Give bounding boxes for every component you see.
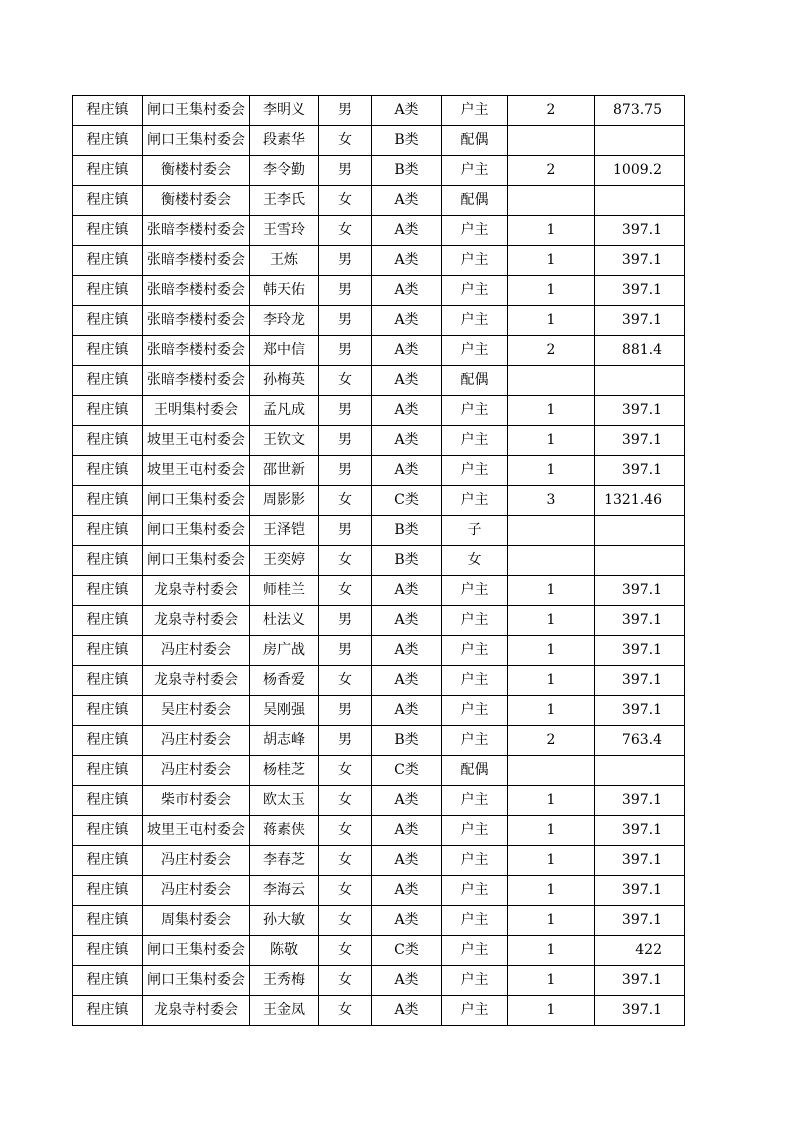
relation-cell: 配偶 <box>442 366 508 396</box>
relation-cell: 户主 <box>442 426 508 456</box>
amount-cell: 422 <box>595 936 685 966</box>
household-size-cell: 1 <box>508 636 595 666</box>
name-cell: 王秀梅 <box>250 966 319 996</box>
table-row <box>73 186 685 216</box>
village-cell: 闸口王集村委会 <box>143 936 250 966</box>
table-row <box>73 96 685 126</box>
relation-cell: 配偶 <box>442 186 508 216</box>
name-cell: 周影影 <box>250 486 319 516</box>
amount-cell: 397.1 <box>595 666 685 696</box>
name-cell: 吴刚强 <box>250 696 319 726</box>
town-cell: 程庄镇 <box>73 486 143 516</box>
category-cell: A类 <box>372 426 442 456</box>
gender-cell: 女 <box>319 936 372 966</box>
category-cell: A类 <box>372 786 442 816</box>
household-size-cell: 1 <box>508 846 595 876</box>
village-cell: 龙泉寺村委会 <box>143 666 250 696</box>
relation-cell: 户主 <box>442 816 508 846</box>
category-cell: A类 <box>372 276 442 306</box>
gender-cell: 女 <box>319 996 372 1026</box>
category-cell: A类 <box>372 636 442 666</box>
relation-cell: 户主 <box>442 786 508 816</box>
town-cell: 程庄镇 <box>73 996 143 1026</box>
household-size-cell: 1 <box>508 426 595 456</box>
table-row <box>73 756 685 786</box>
relation-cell: 女 <box>442 546 508 576</box>
category-cell: A类 <box>372 846 442 876</box>
amount-cell: 397.1 <box>595 636 685 666</box>
name-cell: 王奕婷 <box>250 546 319 576</box>
town-cell: 程庄镇 <box>73 246 143 276</box>
category-cell: A类 <box>372 456 442 486</box>
table-row <box>73 876 685 906</box>
category-cell: C类 <box>372 756 442 786</box>
gender-cell: 女 <box>319 216 372 246</box>
household-size-cell: 1 <box>508 996 595 1026</box>
town-cell: 程庄镇 <box>73 906 143 936</box>
household-size-cell <box>508 546 595 576</box>
household-size-cell: 2 <box>508 726 595 756</box>
town-cell: 程庄镇 <box>73 336 143 366</box>
amount-cell: 397.1 <box>595 966 685 996</box>
gender-cell: 女 <box>319 126 372 156</box>
name-cell: 房广战 <box>250 636 319 666</box>
gender-cell: 女 <box>319 756 372 786</box>
amount-cell: 397.1 <box>595 396 685 426</box>
category-cell: A类 <box>372 216 442 246</box>
name-cell: 杨桂芝 <box>250 756 319 786</box>
table-row <box>73 216 685 246</box>
household-size-cell: 2 <box>508 156 595 186</box>
name-cell: 孙大敏 <box>250 906 319 936</box>
table-row <box>73 816 685 846</box>
gender-cell: 女 <box>319 816 372 846</box>
table-row <box>73 996 685 1026</box>
name-cell: 段素华 <box>250 126 319 156</box>
category-cell: A类 <box>372 366 442 396</box>
gender-cell: 女 <box>319 486 372 516</box>
gender-cell: 男 <box>319 726 372 756</box>
gender-cell: 女 <box>319 546 372 576</box>
household-size-cell <box>508 756 595 786</box>
category-cell: A类 <box>372 306 442 336</box>
amount-cell: 397.1 <box>595 216 685 246</box>
household-size-cell <box>508 186 595 216</box>
village-cell: 闸口王集村委会 <box>143 516 250 546</box>
gender-cell: 男 <box>319 426 372 456</box>
village-cell: 冯庄村委会 <box>143 636 250 666</box>
table-row <box>73 966 685 996</box>
village-cell: 衡楼村委会 <box>143 186 250 216</box>
amount-cell: 397.1 <box>595 786 685 816</box>
village-cell: 龙泉寺村委会 <box>143 576 250 606</box>
village-cell: 周集村委会 <box>143 906 250 936</box>
name-cell: 王金凤 <box>250 996 319 1026</box>
relation-cell: 户主 <box>442 96 508 126</box>
category-cell: B类 <box>372 156 442 186</box>
household-size-cell <box>508 126 595 156</box>
amount-cell <box>595 366 685 396</box>
village-cell: 龙泉寺村委会 <box>143 606 250 636</box>
amount-cell <box>595 126 685 156</box>
household-size-cell: 1 <box>508 456 595 486</box>
table-body <box>73 96 685 1026</box>
amount-cell <box>595 546 685 576</box>
gender-cell: 男 <box>319 696 372 726</box>
household-size-cell: 2 <box>508 336 595 366</box>
relation-cell: 户主 <box>442 576 508 606</box>
amount-cell: 397.1 <box>595 876 685 906</box>
category-cell: A类 <box>372 186 442 216</box>
table-row <box>73 426 685 456</box>
relation-cell: 户主 <box>442 606 508 636</box>
category-cell: B类 <box>372 516 442 546</box>
category-cell: A类 <box>372 96 442 126</box>
name-cell: 王钦文 <box>250 426 319 456</box>
amount-cell: 397.1 <box>595 306 685 336</box>
category-cell: A类 <box>372 606 442 636</box>
village-cell: 张暗李楼村委会 <box>143 216 250 246</box>
table-row <box>73 486 685 516</box>
category-cell: B类 <box>372 546 442 576</box>
town-cell: 程庄镇 <box>73 96 143 126</box>
relation-cell: 户主 <box>442 276 508 306</box>
table-row <box>73 246 685 276</box>
table-row <box>73 126 685 156</box>
table-row <box>73 336 685 366</box>
amount-cell: 397.1 <box>595 906 685 936</box>
category-cell: A类 <box>372 906 442 936</box>
village-cell: 坡里王屯村委会 <box>143 456 250 486</box>
table-row <box>73 666 685 696</box>
amount-cell: 397.1 <box>595 696 685 726</box>
household-size-cell: 1 <box>508 216 595 246</box>
household-size-cell: 1 <box>508 276 595 306</box>
category-cell: B类 <box>372 726 442 756</box>
table-row <box>73 516 685 546</box>
household-size-cell: 1 <box>508 936 595 966</box>
village-cell: 张暗李楼村委会 <box>143 306 250 336</box>
table-row <box>73 576 685 606</box>
relation-cell: 户主 <box>442 726 508 756</box>
gender-cell: 女 <box>319 846 372 876</box>
village-cell: 王明集村委会 <box>143 396 250 426</box>
town-cell: 程庄镇 <box>73 216 143 246</box>
amount-cell: 881.4 <box>595 336 685 366</box>
name-cell: 胡志峰 <box>250 726 319 756</box>
category-cell: A类 <box>372 816 442 846</box>
household-size-cell: 1 <box>508 246 595 276</box>
relation-cell: 户主 <box>442 246 508 276</box>
relation-cell: 户主 <box>442 396 508 426</box>
amount-cell <box>595 186 685 216</box>
town-cell: 程庄镇 <box>73 126 143 156</box>
name-cell: 陈敬 <box>250 936 319 966</box>
table-row <box>73 306 685 336</box>
town-cell: 程庄镇 <box>73 636 143 666</box>
gender-cell: 女 <box>319 906 372 936</box>
name-cell: 郑中信 <box>250 336 319 366</box>
gender-cell: 男 <box>319 336 372 366</box>
name-cell: 李明义 <box>250 96 319 126</box>
relation-cell: 户主 <box>442 696 508 726</box>
town-cell: 程庄镇 <box>73 426 143 456</box>
household-size-cell: 1 <box>508 816 595 846</box>
household-size-cell: 1 <box>508 696 595 726</box>
relation-cell: 户主 <box>442 906 508 936</box>
gender-cell: 女 <box>319 876 372 906</box>
amount-cell: 397.1 <box>595 816 685 846</box>
name-cell: 王炼 <box>250 246 319 276</box>
category-cell: A类 <box>372 396 442 426</box>
category-cell: A类 <box>372 876 442 906</box>
relation-cell: 户主 <box>442 336 508 366</box>
relation-cell: 配偶 <box>442 126 508 156</box>
village-cell: 张暗李楼村委会 <box>143 336 250 366</box>
table-row <box>73 546 685 576</box>
gender-cell: 男 <box>319 636 372 666</box>
town-cell: 程庄镇 <box>73 966 143 996</box>
village-cell: 坡里王屯村委会 <box>143 426 250 456</box>
gender-cell: 男 <box>319 456 372 486</box>
amount-cell: 397.1 <box>595 996 685 1026</box>
gender-cell: 女 <box>319 966 372 996</box>
table-row <box>73 696 685 726</box>
household-size-cell: 1 <box>508 306 595 336</box>
town-cell: 程庄镇 <box>73 876 143 906</box>
relation-cell: 户主 <box>442 486 508 516</box>
gender-cell: 男 <box>319 516 372 546</box>
household-size-cell: 1 <box>508 666 595 696</box>
name-cell: 杜法义 <box>250 606 319 636</box>
relation-cell: 配偶 <box>442 756 508 786</box>
relation-cell: 户主 <box>442 846 508 876</box>
relation-cell: 户主 <box>442 666 508 696</box>
gender-cell: 男 <box>319 156 372 186</box>
town-cell: 程庄镇 <box>73 936 143 966</box>
relation-cell: 户主 <box>442 306 508 336</box>
village-cell: 冯庄村委会 <box>143 846 250 876</box>
household-size-cell <box>508 516 595 546</box>
name-cell: 孙梅英 <box>250 366 319 396</box>
name-cell: 师桂兰 <box>250 576 319 606</box>
amount-cell <box>595 516 685 546</box>
table-row <box>73 276 685 306</box>
name-cell: 杨香爱 <box>250 666 319 696</box>
amount-cell <box>595 756 685 786</box>
town-cell: 程庄镇 <box>73 696 143 726</box>
amount-cell: 397.1 <box>595 846 685 876</box>
table-row <box>73 726 685 756</box>
village-cell: 吴庄村委会 <box>143 696 250 726</box>
town-cell: 程庄镇 <box>73 816 143 846</box>
table-row <box>73 636 685 666</box>
town-cell: 程庄镇 <box>73 606 143 636</box>
town-cell: 程庄镇 <box>73 666 143 696</box>
town-cell: 程庄镇 <box>73 516 143 546</box>
name-cell: 李令勤 <box>250 156 319 186</box>
town-cell: 程庄镇 <box>73 786 143 816</box>
household-size-cell: 1 <box>508 966 595 996</box>
table-row <box>73 846 685 876</box>
gender-cell: 男 <box>319 396 372 426</box>
town-cell: 程庄镇 <box>73 156 143 186</box>
village-cell: 闸口王集村委会 <box>143 96 250 126</box>
name-cell: 李海云 <box>250 876 319 906</box>
relation-cell: 户主 <box>442 456 508 486</box>
village-cell: 衡楼村委会 <box>143 156 250 186</box>
amount-cell: 1009.2 <box>595 156 685 186</box>
town-cell: 程庄镇 <box>73 456 143 486</box>
village-cell: 冯庄村委会 <box>143 876 250 906</box>
village-cell: 闸口王集村委会 <box>143 486 250 516</box>
amount-cell: 397.1 <box>595 576 685 606</box>
relation-cell: 户主 <box>442 876 508 906</box>
household-size-cell: 1 <box>508 396 595 426</box>
category-cell: A类 <box>372 696 442 726</box>
village-cell: 坡里王屯村委会 <box>143 816 250 846</box>
town-cell: 程庄镇 <box>73 726 143 756</box>
gender-cell: 男 <box>319 96 372 126</box>
amount-cell: 397.1 <box>595 246 685 276</box>
name-cell: 欧太玉 <box>250 786 319 816</box>
village-cell: 张暗李楼村委会 <box>143 276 250 306</box>
gender-cell: 女 <box>319 576 372 606</box>
beneficiary-table <box>72 95 685 1026</box>
village-cell: 闸口王集村委会 <box>143 966 250 996</box>
town-cell: 程庄镇 <box>73 306 143 336</box>
household-size-cell: 1 <box>508 786 595 816</box>
amount-cell: 397.1 <box>595 456 685 486</box>
household-size-cell: 1 <box>508 906 595 936</box>
household-size-cell <box>508 366 595 396</box>
town-cell: 程庄镇 <box>73 186 143 216</box>
household-size-cell: 2 <box>508 96 595 126</box>
relation-cell: 户主 <box>442 216 508 246</box>
name-cell: 王雪玲 <box>250 216 319 246</box>
town-cell: 程庄镇 <box>73 846 143 876</box>
category-cell: C类 <box>372 486 442 516</box>
household-size-cell: 1 <box>508 876 595 906</box>
relation-cell: 子 <box>442 516 508 546</box>
category-cell: A类 <box>372 576 442 606</box>
table-row <box>73 456 685 486</box>
category-cell: A类 <box>372 666 442 696</box>
gender-cell: 女 <box>319 666 372 696</box>
category-cell: C类 <box>372 936 442 966</box>
category-cell: A类 <box>372 966 442 996</box>
village-cell: 柴市村委会 <box>143 786 250 816</box>
name-cell: 孟凡成 <box>250 396 319 426</box>
table-row <box>73 156 685 186</box>
gender-cell: 男 <box>319 246 372 276</box>
relation-cell: 户主 <box>442 966 508 996</box>
town-cell: 程庄镇 <box>73 576 143 606</box>
amount-cell: 397.1 <box>595 426 685 456</box>
amount-cell: 873.75 <box>595 96 685 126</box>
amount-cell: 397.1 <box>595 276 685 306</box>
village-cell: 闸口王集村委会 <box>143 546 250 576</box>
name-cell: 王李氏 <box>250 186 319 216</box>
table-row <box>73 906 685 936</box>
town-cell: 程庄镇 <box>73 756 143 786</box>
relation-cell: 户主 <box>442 156 508 186</box>
amount-cell: 397.1 <box>595 606 685 636</box>
village-cell: 张暗李楼村委会 <box>143 246 250 276</box>
gender-cell: 男 <box>319 606 372 636</box>
table-row <box>73 366 685 396</box>
table-row <box>73 396 685 426</box>
relation-cell: 户主 <box>442 936 508 966</box>
village-cell: 龙泉寺村委会 <box>143 996 250 1026</box>
household-size-cell: 1 <box>508 576 595 606</box>
name-cell: 李春芝 <box>250 846 319 876</box>
category-cell: A类 <box>372 336 442 366</box>
category-cell: A类 <box>372 996 442 1026</box>
town-cell: 程庄镇 <box>73 546 143 576</box>
village-cell: 张暗李楼村委会 <box>143 366 250 396</box>
gender-cell: 女 <box>319 786 372 816</box>
amount-cell: 1321.46 <box>595 486 685 516</box>
household-size-cell: 3 <box>508 486 595 516</box>
table-row <box>73 606 685 636</box>
category-cell: A类 <box>372 246 442 276</box>
amount-cell: 763.4 <box>595 726 685 756</box>
name-cell: 李玲龙 <box>250 306 319 336</box>
name-cell: 王泽铠 <box>250 516 319 546</box>
name-cell: 蒋素侠 <box>250 816 319 846</box>
town-cell: 程庄镇 <box>73 396 143 426</box>
village-cell: 闸口王集村委会 <box>143 126 250 156</box>
table-row <box>73 786 685 816</box>
relation-cell: 户主 <box>442 636 508 666</box>
gender-cell: 女 <box>319 186 372 216</box>
table-row <box>73 936 685 966</box>
gender-cell: 男 <box>319 306 372 336</box>
town-cell: 程庄镇 <box>73 276 143 306</box>
relation-cell: 户主 <box>442 996 508 1026</box>
household-size-cell: 1 <box>508 606 595 636</box>
gender-cell: 女 <box>319 366 372 396</box>
gender-cell: 男 <box>319 276 372 306</box>
village-cell: 冯庄村委会 <box>143 756 250 786</box>
village-cell: 冯庄村委会 <box>143 726 250 756</box>
name-cell: 邵世新 <box>250 456 319 486</box>
category-cell: B类 <box>372 126 442 156</box>
name-cell: 韩天佑 <box>250 276 319 306</box>
town-cell: 程庄镇 <box>73 366 143 396</box>
